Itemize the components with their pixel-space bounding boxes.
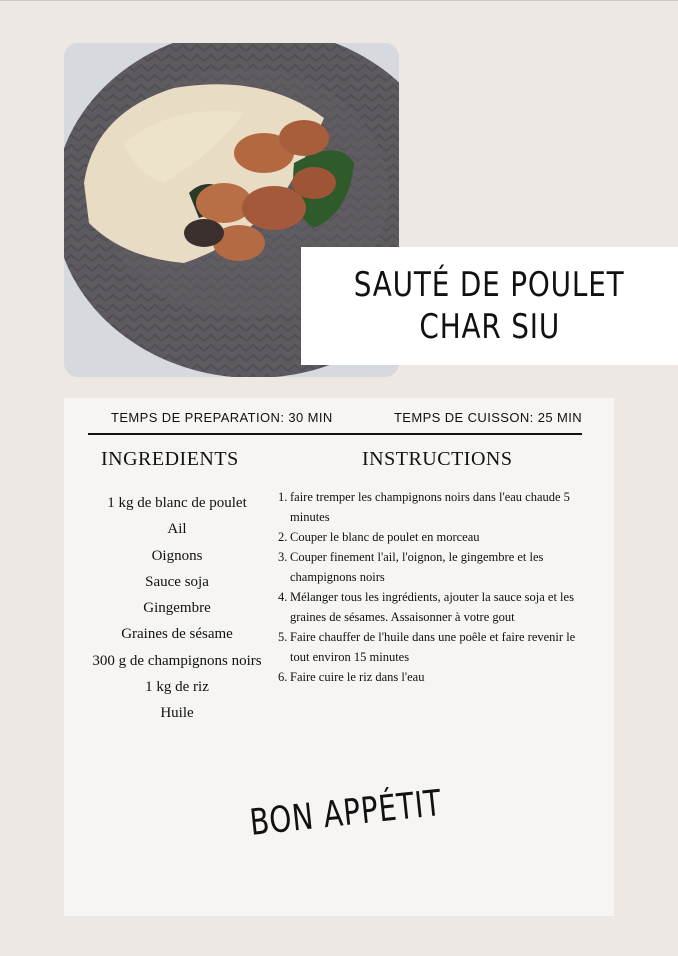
title-box: [301, 247, 678, 365]
step-text: Couper le blanc de poulet en morceau: [290, 530, 480, 544]
top-border: [0, 0, 678, 1]
instructions-heading: INSTRUCTIONS: [362, 448, 513, 470]
instruction-step: [278, 667, 588, 687]
recipe-title-line-1: SAUTÉ DE POULET: [354, 265, 625, 305]
step-number: 6.: [278, 670, 288, 684]
divider: [88, 433, 582, 435]
ingredient-item: Ail: [167, 521, 187, 538]
ingredient-item: Sauce soja: [145, 573, 209, 590]
ingredients-list: [72, 490, 282, 727]
step-number: 2.: [278, 530, 288, 544]
step-text: Mélanger tous les ingrédients, ajouter la sauce soja et les graines de sésames. Assaisonner à votre gout: [290, 590, 574, 624]
step-number: 5.: [278, 630, 288, 644]
instructions-list: [278, 487, 588, 687]
step-text: faire tremper les champignons noirs dans l'eau chaude 5 minutes: [290, 490, 570, 524]
bon-appetit-closing: BON APPÉTIT: [247, 782, 444, 844]
step-text: Couper finement l'ail, l'oignon, le gingembre et les champignons noirs: [290, 550, 544, 584]
step-number: 3.: [278, 550, 288, 564]
ingredient-item: 1 kg de riz: [145, 679, 209, 696]
recipe-card: [64, 398, 614, 916]
instruction-step: [278, 527, 588, 547]
prep-time: TEMPS DE PREPARATION: 30 MIN: [111, 410, 333, 425]
instruction-step: [278, 627, 588, 667]
ingredient-item: 300 g de champignons noirs: [92, 652, 262, 669]
instruction-step: [278, 487, 588, 527]
step-number: 1.: [278, 490, 288, 504]
step-text: Faire cuire le riz dans l'eau: [290, 670, 425, 684]
ingredient-item: Gingembre: [143, 600, 211, 617]
ingredient-item: Huile: [160, 705, 194, 722]
ingredients-heading: INGREDIENTS: [101, 448, 239, 470]
ingredient-item: 1 kg de blanc de poulet: [107, 495, 247, 511]
instruction-step: [278, 587, 588, 627]
step-text: Faire chauffer de l'huile dans une poêle et faire revenir le tout environ 15 minutes: [290, 630, 576, 664]
ingredient-item: Graines de sésame: [121, 626, 233, 643]
instruction-step: [278, 547, 588, 587]
recipe-title-line-2: CHAR SIU: [419, 307, 560, 347]
cook-time: TEMPS DE CUISSON: 25 MIN: [393, 410, 582, 425]
step-number: 4.: [278, 590, 288, 604]
ingredient-item: Oignons: [151, 547, 203, 564]
